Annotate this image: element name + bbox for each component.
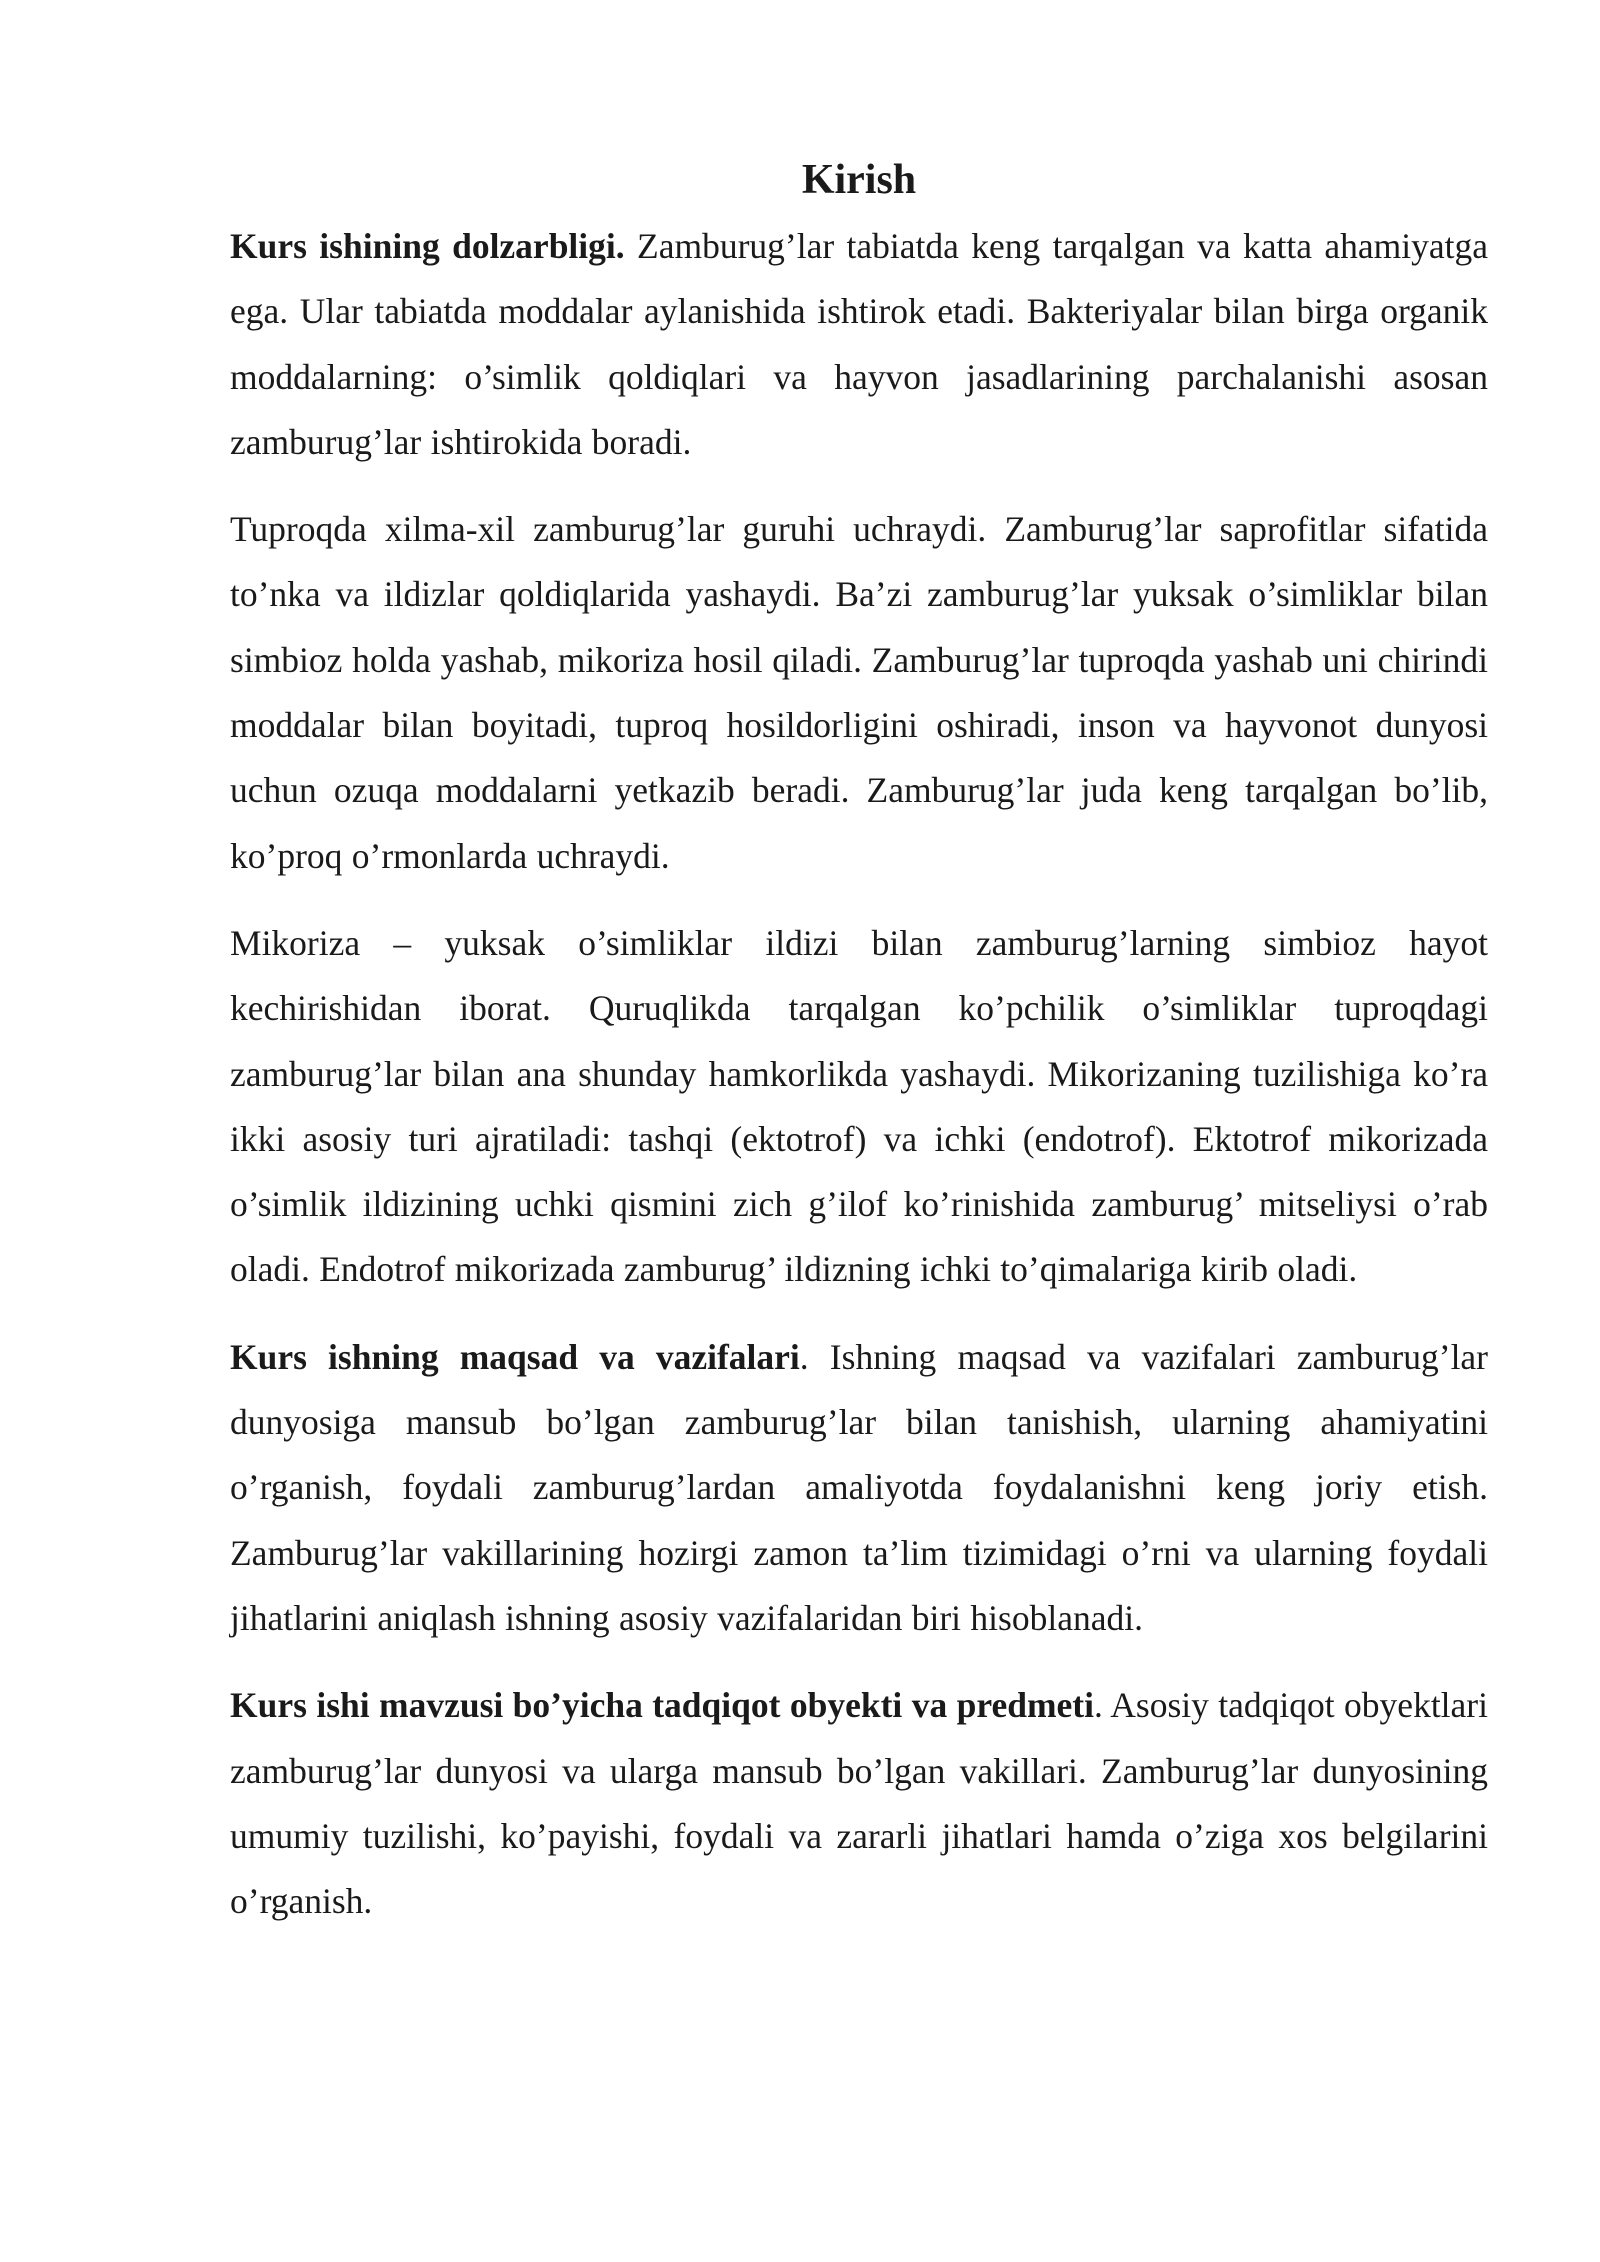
paragraph-text: Zamburug’lar tabiatda keng tarqalgan va katta ahamiyatga ega. Ular tabiatda moddalar aylanishida ishtirok etadi. Bakteriyalar bilan birga organik moddalarning: o’simlik qoldiqlari va hayvon jasadlarining parchalanishi asosan zamburug’lar ishtirokida boradi. <box>230 226 1489 462</box>
paragraph-text: . Asosiy tadqiqot obyektlari zamburug’lar dunyosi va ularga mansub bo’lgan vakillari. Zamburug’lar dunyosining umumiy tuzilishi, ko’payishi, foydali va zararli jihatlari hamda o’ziga xos belgilarini o’rganish. <box>230 1685 1488 1922</box>
section-title: Kirish <box>801 157 917 203</box>
paragraph-lead: Kurs ishning maqsad va vazifalari <box>230 1336 800 1377</box>
paragraph-relevance <box>230 214 1488 475</box>
paragraph-goals <box>230 1325 1488 1651</box>
paragraph-soil-fungi <box>230 497 1488 889</box>
paragraph-text: Mikoriza – yuksak o’simliklar ildizi bilan zamburug’larning simbioz hayot kechirishidan iborat. Quruqlikda tarqalgan ko’pchilik o’simliklar tuproqdagi zamburug’lar bilan ana shunday hamkorlikda yashaydi. Mikorizaning tuzilishiga ko’ra ikki asosiy turi ajratiladi: tashqi (ektotrof) va ichki (endotrof). Ektotrof mikorizada o’simlik ildizining uchki qismini zich g’ilof ko’rinishida zamburug’ mitseliysi o’rab oladi. Endotrof mikorizada zamburug’ ildizning ichki to’qimalariga kirib oladi. <box>230 922 1488 1290</box>
paragraph-lead: Kurs ishining dolzarbligi. <box>230 226 625 266</box>
paragraph-text: Tuproqda xilma-xil zamburug’lar guruhi uchraydi. Zamburug’lar saprofitlar sifatida to’nka va ildizlar qoldiqlarida yashaydi. Ba’zi zamburug’lar yuksak o’simliklar bilan simbioz holda yashab, mikoriza hosil qiladi. Zamburug’lar tuproqda yashab uni chirindi moddalar bilan boyitadi, tuproq hosildorligini oshiradi, inson va hayvonot dunyosi uchun ozuqa moddalarni yetkazib beradi. Zamburug’lar juda keng tarqalgan bo’lib, ko’proq o’rmonlarda uchraydi. <box>230 509 1488 876</box>
paragraph-text: . Ishning maqsad va vazifalari zamburug’lar dunyosiga mansub bo’lgan zamburug’lar bilan tanishish, ularning ahamiyatini o’rganish, foydali zamburug’lardan amaliyotda foydalanishni keng joriy etish. Zamburug’lar vakillarining hozirgi zamon ta’lim tizimidagi o’rni va ularning foydali jihatlarini aniqlash ishning asosiy vazifalaridan biri hisoblanadi. <box>230 1336 1489 1638</box>
paragraph-mycorrhiza <box>230 911 1488 1303</box>
paragraph-lead: Kurs ishi mavzusi bo’yicha tadqiqot obyekti va predmeti <box>230 1685 1094 1726</box>
document-body <box>230 150 1488 1956</box>
paragraph-research-object <box>230 1673 1488 1934</box>
